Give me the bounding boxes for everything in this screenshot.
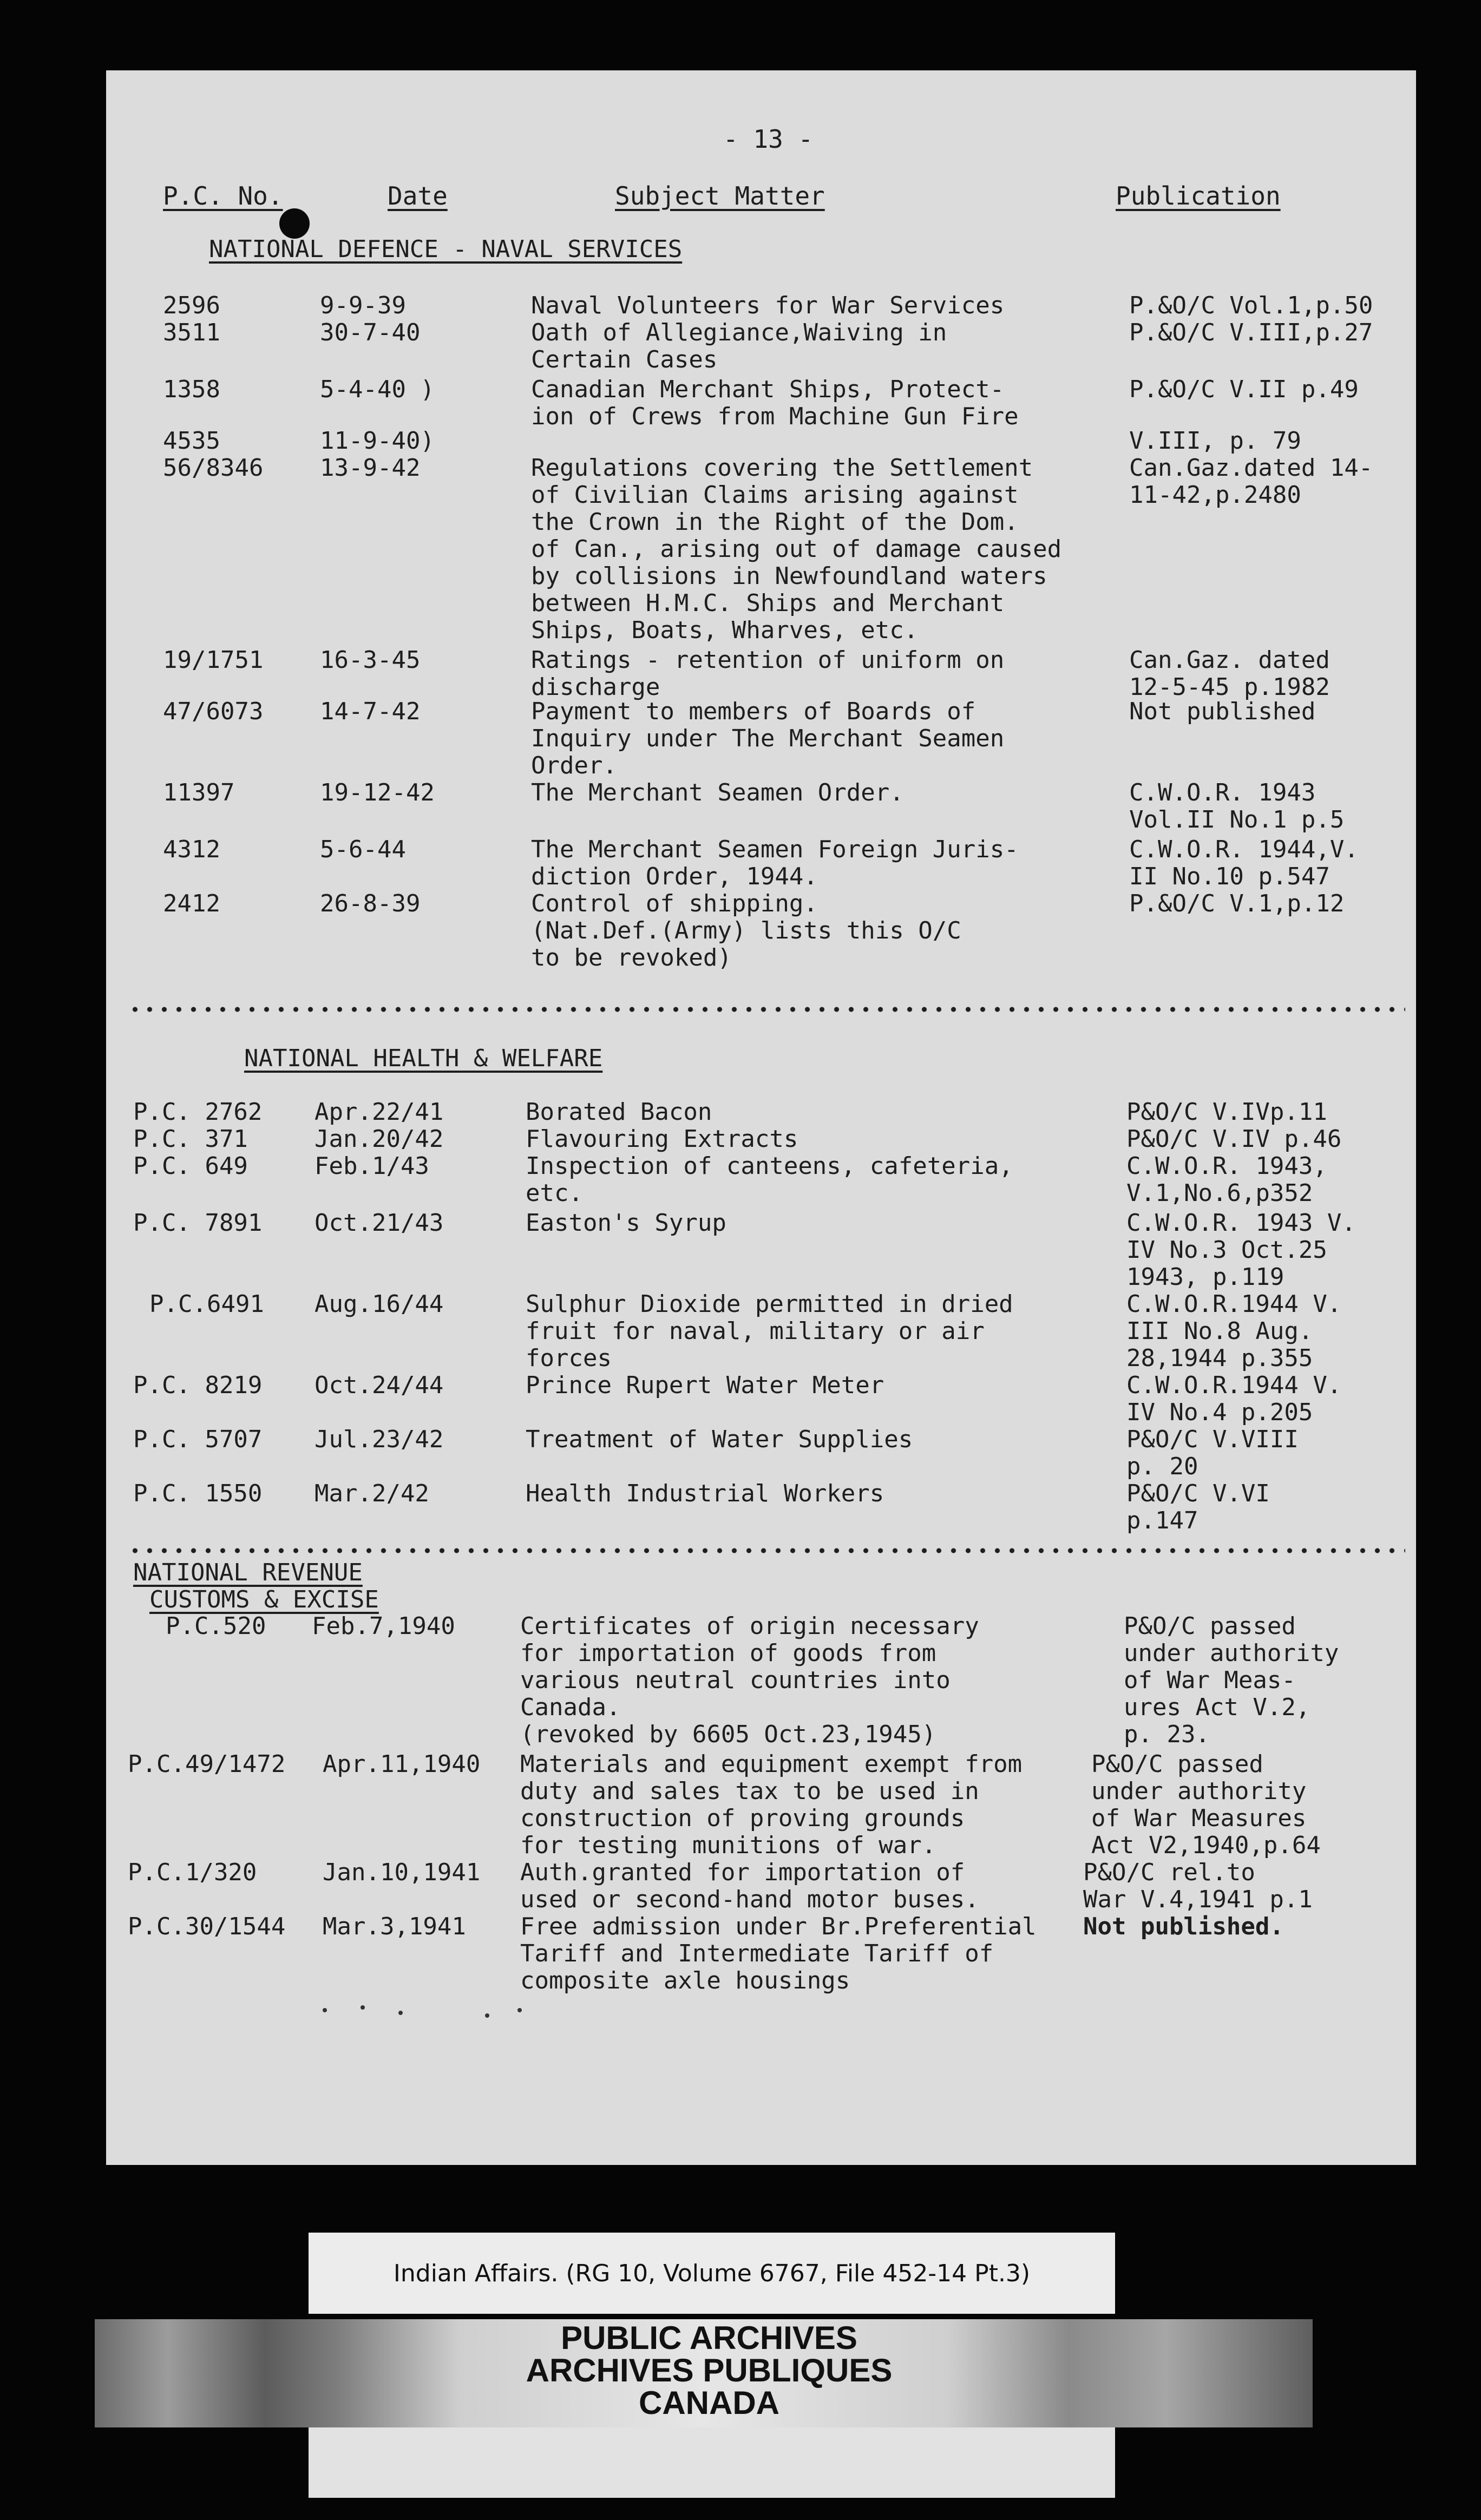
scan-speck <box>398 2011 403 2015</box>
publication: P&O/C V.IVp.11 <box>1126 1098 1327 1126</box>
subject-matter: Canadian Merchant Ships, Protect- ion of Crews from Machine Gun Fire <box>531 376 1019 430</box>
pc-number: P.C. 2762 <box>133 1098 263 1126</box>
subject-matter: Materials and equipment exempt from duty and sales tax to be used in construction of proving grounds for testing munitions of war. <box>520 1750 1023 1859</box>
subject-matter: Naval Volunteers for War Services <box>531 292 1005 319</box>
subject-matter: Inspection of canteens, cafeteria, etc. <box>526 1152 1013 1207</box>
publication: P&O/C V.VIII p. 20 <box>1126 1426 1299 1480</box>
publication: P.&O/C V.II p.49 <box>1129 376 1359 403</box>
header-date: Date <box>388 181 448 211</box>
subject-matter: Control of shipping. (Nat.Def.(Army) lists this O/C to be revoked) <box>531 890 961 972</box>
publication: P.&O/C V.III,p.27 <box>1129 319 1373 346</box>
publication: P&O/C V.IV p.46 <box>1126 1125 1342 1153</box>
publication: C.W.O.R.1944 V. III No.8 Aug. 28,1944 p.355 <box>1126 1290 1342 1372</box>
subject-matter: Health Industrial Workers <box>526 1480 884 1507</box>
pc-number: 2412 <box>163 890 220 917</box>
publication: Can.Gaz.dated 14- 11-42,p.2480 <box>1129 454 1373 509</box>
pc-number: P.C.30/1544 <box>128 1913 286 1940</box>
archive-line-1: PUBLIC ARCHIVES <box>561 2320 857 2356</box>
archive-line-3: CANADA <box>639 2385 779 2421</box>
order-date: Oct.21/43 <box>314 1209 444 1237</box>
scan-speck <box>323 2008 327 2012</box>
subject-matter: Easton's Syrup <box>526 1209 726 1237</box>
publication: C.W.O.R. 1943 Vol.II No.1 p.5 <box>1129 779 1345 834</box>
pc-number: P.C. 8219 <box>133 1371 263 1399</box>
archive-line-2: ARCHIVES PUBLIQUES <box>526 2352 893 2388</box>
order-date: 30-7-40 <box>320 319 421 346</box>
pc-number: P.C. 1550 <box>133 1480 263 1507</box>
order-date: Apr.22/41 <box>314 1098 444 1126</box>
pc-number: P.C. 5707 <box>133 1426 263 1453</box>
archive-stamp-lower <box>309 2427 1115 2498</box>
publication: P&O/C passed under authority of War Meas- ures Act V.2, p. 23. <box>1124 1612 1339 1748</box>
subject-matter: Ratings - retention of uniform on discharge <box>531 646 1005 701</box>
order-date: 9-9-39 <box>320 292 406 319</box>
publication: Not published <box>1129 698 1316 725</box>
scan-speck <box>485 2013 489 2018</box>
pc-number: 4312 <box>163 836 220 863</box>
order-date: 26-8-39 <box>320 890 421 917</box>
publication: P&O/C rel.to War V.4,1941 p.1 <box>1083 1859 1313 1913</box>
order-date: 19-12-42 <box>320 779 435 806</box>
pc-number: P.C. 371 <box>133 1125 248 1153</box>
pc-number: P.C. 7891 <box>133 1209 263 1237</box>
pc-number: 11397 <box>163 779 235 806</box>
order-date: Jan.20/42 <box>314 1125 444 1153</box>
order-date: Feb.1/43 <box>314 1152 429 1180</box>
section-title-health: NATIONAL HEALTH & WELFARE <box>244 1045 603 1072</box>
publication: P&O/C passed under authority of War Measures Act V2,1940,p.64 <box>1091 1750 1321 1859</box>
subject-matter: The Merchant Seamen Order. <box>531 779 904 806</box>
subject-matter: Sulphur Dioxide permitted in dried fruit for naval, military or air forces <box>526 1290 1013 1372</box>
publication: Not published. <box>1083 1913 1284 1940</box>
publication: P.&O/C V.1,p.12 <box>1129 890 1345 917</box>
order-date: Aug.16/44 <box>314 1290 444 1318</box>
order-date: 5-6-44 <box>320 836 406 863</box>
pc-number: P.C.520 <box>166 1612 266 1640</box>
order-date: 16-3-45 <box>320 646 421 674</box>
pc-number: 1358 <box>163 376 220 403</box>
subject-matter: Certificates of origin necessary for importation of goods from various neutral countries into Canada. (revoked by 6605 Oct.23,1945) <box>520 1612 979 1748</box>
subject-matter: Flavouring Extracts <box>526 1125 798 1153</box>
order-date: Oct.24/44 <box>314 1371 444 1399</box>
scan-speck <box>517 2008 522 2012</box>
publication: V.III, p. 79 <box>1129 427 1301 455</box>
scan-speck <box>361 2005 365 2010</box>
pc-number: P.C.6491 <box>149 1290 264 1318</box>
publication: C.W.O.R. 1944,V. II No.10 p.547 <box>1129 836 1359 890</box>
subject-matter: Payment to members of Boards of Inquiry under The Merchant Seamen Order. <box>531 698 1005 779</box>
archive-stamp <box>411 2322 1007 2419</box>
publication: C.W.O.R. 1943, V.1,No.6,p352 <box>1126 1152 1327 1207</box>
pc-number: 2596 <box>163 292 220 319</box>
order-date: Mar.2/42 <box>314 1480 429 1507</box>
subject-matter: Free admission under Br.Preferential Tariff and Intermediate Tariff of composite axle housings <box>520 1913 1037 1994</box>
header-subject: Subject Matter <box>615 181 825 211</box>
header-pc-no: P.C. No. <box>163 181 283 211</box>
subject-matter: Auth.granted for importation of used or second-hand motor buses. <box>520 1859 979 1913</box>
section-title-revenue: NATIONAL REVENUE <box>133 1559 363 1586</box>
order-date: Jan.10,1941 <box>323 1859 481 1886</box>
pc-number: 47/6073 <box>163 698 264 725</box>
dotted-separator <box>128 1007 1405 1012</box>
order-date: 14-7-42 <box>320 698 421 725</box>
subject-matter: The Merchant Seamen Foreign Juris- diction Order, 1944. <box>531 836 1019 890</box>
order-date: Jul.23/42 <box>314 1426 444 1453</box>
subject-matter: Oath of Allegiance,Waiving in Certain Cases <box>531 319 947 373</box>
header-publication: Publication <box>1116 181 1281 211</box>
publication: C.W.O.R. 1943 V. IV No.3 Oct.25 1943, p.119 <box>1126 1209 1356 1291</box>
order-date: Feb.7,1940 <box>312 1612 455 1640</box>
section-subtitle-customs: CUSTOMS & EXCISE <box>149 1586 379 1613</box>
document-page <box>106 70 1416 2165</box>
pc-number: P.C. 649 <box>133 1152 248 1180</box>
pc-number: P.C.49/1472 <box>128 1750 286 1778</box>
order-date: 11-9-40) <box>320 427 435 455</box>
order-date: Mar.3,1941 <box>323 1913 466 1940</box>
publication: P&O/C V.VI p.147 <box>1126 1480 1270 1534</box>
order-date: 5-4-40 ) <box>320 376 435 403</box>
publication: P.&O/C Vol.1,p.50 <box>1129 292 1373 319</box>
publication: C.W.O.R.1944 V. IV No.4 p.205 <box>1126 1371 1342 1426</box>
archive-reference-label: Indian Affairs. (RG 10, Volume 6767, File 452-14 Pt.3) <box>309 2233 1115 2314</box>
pc-number: 3511 <box>163 319 220 346</box>
dotted-separator <box>128 1548 1405 1553</box>
punch-hole <box>279 208 310 239</box>
pc-number: 4535 <box>163 427 220 455</box>
subject-matter: Prince Rupert Water Meter <box>526 1371 884 1399</box>
subject-matter: Treatment of Water Supplies <box>526 1426 913 1453</box>
subject-matter: Borated Bacon <box>526 1098 712 1126</box>
section-title-naval: NATIONAL DEFENCE - NAVAL SERVICES <box>209 235 683 263</box>
pc-number: 19/1751 <box>163 646 264 674</box>
publication: Can.Gaz. dated 12-5-45 p.1982 <box>1129 646 1330 701</box>
order-date: Apr.11,1940 <box>323 1750 481 1778</box>
order-date: 13-9-42 <box>320 454 421 482</box>
pc-number: P.C.1/320 <box>128 1859 257 1886</box>
subject-matter: Regulations covering the Settlement of Civilian Claims arising against the Crown in the Right of the Dom. of Can., arising out of damage caused by collisions in Newfoundland waters between H.M.C. Ships and Merchant Ships, Boats, Wharves, etc. <box>531 454 1062 644</box>
pc-number: 56/8346 <box>163 454 264 482</box>
page-number: - 13 - <box>723 124 814 154</box>
